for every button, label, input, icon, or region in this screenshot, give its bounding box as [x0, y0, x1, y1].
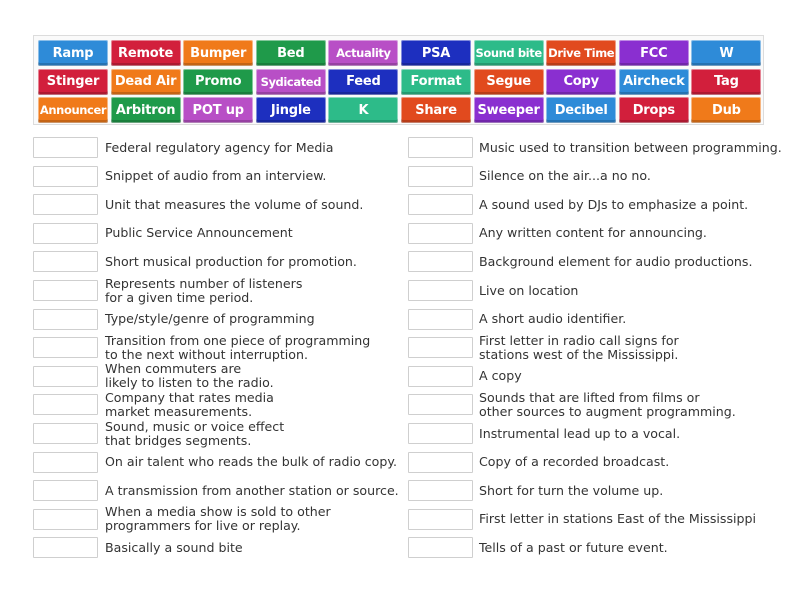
clue-text [479, 191, 748, 219]
clue-label: Represents number of listeners for a given time period. [105, 275, 303, 305]
clue-text [479, 248, 752, 276]
word-tile[interactable]: K [328, 97, 398, 123]
word-bank [33, 35, 764, 125]
answer-slot[interactable] [408, 194, 473, 215]
word-tile[interactable]: Share [401, 97, 471, 123]
answer-slot[interactable] [408, 223, 473, 244]
clue-label: Live on location [479, 282, 579, 298]
clue-text [479, 334, 679, 362]
clue-text [105, 477, 399, 505]
clue-text [479, 505, 756, 533]
answer-slot[interactable] [408, 394, 473, 415]
word-tile[interactable]: Bed [256, 40, 326, 66]
answer-slot[interactable] [33, 394, 98, 415]
word-tile[interactable]: Tag [691, 69, 761, 95]
word-tile[interactable]: Arbitron [111, 97, 181, 123]
clue-text [479, 391, 736, 419]
clue-text [105, 134, 334, 162]
answer-slot[interactable] [408, 480, 473, 501]
word-tile[interactable]: Remote [111, 40, 181, 66]
word-tile[interactable]: Actuality [328, 40, 398, 66]
clue-text [105, 162, 326, 190]
clue-label: On air talent who reads the bulk of radio copy. [105, 454, 397, 470]
clue-label: Silence on the air...a no no. [479, 168, 651, 184]
clue-label: Copy of a recorded broadcast. [479, 454, 670, 470]
word-tile[interactable]: Sydicated [256, 69, 326, 95]
clue-label: Public Service Announcement [105, 225, 293, 241]
clue-label: A transmission from another station or source. [105, 482, 399, 498]
clue-text [479, 305, 626, 333]
answer-slot[interactable] [33, 309, 98, 330]
clue-text [105, 505, 331, 533]
clue-text [479, 362, 522, 390]
word-tile[interactable]: Decibel [546, 97, 616, 123]
answer-slot[interactable] [33, 480, 98, 501]
word-tile[interactable]: Format [401, 69, 471, 95]
clue-label: Background element for audio productions. [479, 253, 753, 269]
clue-label: Short musical production for promotion. [105, 253, 357, 269]
clue-label: Sounds that are lifted from films or other sources to augment programming. [479, 389, 736, 419]
clue-label: A copy [479, 368, 522, 384]
word-tile[interactable]: W [691, 40, 761, 66]
answer-slot[interactable] [408, 537, 473, 558]
clue-text [105, 248, 357, 276]
clue-label: Any written content for announcing. [479, 225, 707, 241]
clue-label: First letter in radio call signs for stations west of the Mississippi. [479, 332, 679, 362]
word-tile[interactable]: Drops [619, 97, 689, 123]
clue-text [105, 334, 370, 362]
answer-slot[interactable] [33, 366, 98, 387]
answer-slot[interactable] [33, 137, 98, 158]
word-tile[interactable]: Copy [546, 69, 616, 95]
clue-label: Short for turn the volume up. [479, 482, 664, 498]
answer-slot[interactable] [408, 280, 473, 301]
clue-label: Company that rates media market measurements. [105, 389, 274, 419]
clue-label: When commuters are likely to listen to the radio. [105, 361, 274, 391]
answer-slot[interactable] [408, 166, 473, 187]
answer-slot[interactable] [408, 337, 473, 358]
clue-text [105, 305, 315, 333]
answer-slot[interactable] [408, 423, 473, 444]
clue-label: Transition from one piece of programming to the next without interruption. [105, 332, 371, 362]
clue-label: A short audio identifier. [479, 311, 627, 327]
clue-label: Unit that measures the volume of sound. [105, 196, 364, 212]
answer-slot[interactable] [33, 537, 98, 558]
answer-slot[interactable] [33, 223, 98, 244]
clue-label: Snippet of audio from an interview. [105, 168, 327, 184]
answer-slot[interactable] [33, 452, 98, 473]
word-tile[interactable]: Sound bite [474, 40, 544, 66]
clue-label: Music used to transition between programming. [479, 139, 782, 155]
word-tile[interactable]: Announcer [38, 97, 108, 123]
answer-slot[interactable] [33, 423, 98, 444]
answer-slot[interactable] [33, 251, 98, 272]
clue-text [479, 162, 651, 190]
word-tile[interactable]: POT up [183, 97, 253, 123]
clue-text [479, 277, 578, 305]
answer-slot[interactable] [33, 509, 98, 530]
word-tile[interactable]: Promo [183, 69, 253, 95]
clue-label: When a media show is sold to other programmers for live or replay. [105, 504, 331, 534]
clue-label: Tells of a past or future event. [479, 539, 668, 555]
clue-label: A sound used by DJs to emphasize a point. [479, 196, 749, 212]
word-tile[interactable]: Dead Air [111, 69, 181, 95]
word-tile[interactable]: Ramp [38, 40, 108, 66]
clue-text [105, 191, 363, 219]
clue-text [479, 420, 680, 448]
clue-text [479, 477, 663, 505]
clue-text [479, 448, 669, 476]
answer-slot[interactable] [408, 251, 473, 272]
clue-label: Federal regulatory agency for Media [105, 139, 334, 155]
word-tile[interactable]: Aircheck [619, 69, 689, 95]
answer-slot[interactable] [33, 280, 98, 301]
clue-text [105, 420, 284, 448]
clue-text [479, 534, 668, 562]
word-tile[interactable]: Segue [474, 69, 544, 95]
word-tile[interactable]: Feed [328, 69, 398, 95]
clue-label: Basically a sound bite [105, 539, 243, 555]
answer-slot[interactable] [33, 337, 98, 358]
answer-slot[interactable] [408, 509, 473, 530]
clue-text [105, 448, 397, 476]
word-tile[interactable]: FCC [619, 40, 689, 66]
clue-text [479, 219, 707, 247]
word-tile[interactable]: PSA [401, 40, 471, 66]
clue-text [479, 134, 782, 162]
clue-label: Sound, music or voice effect that bridges segments. [105, 418, 285, 448]
word-tile[interactable]: Stinger [38, 69, 108, 95]
clue-label: Instrumental lead up to a vocal. [479, 425, 681, 441]
answer-slot[interactable] [408, 366, 473, 387]
answer-slot[interactable] [33, 166, 98, 187]
clue-text [105, 534, 243, 562]
answer-slot[interactable] [408, 309, 473, 330]
word-tile[interactable]: Bumper [183, 40, 253, 66]
clue-text [105, 391, 274, 419]
clue-text [105, 277, 302, 305]
clue-label: First letter in stations East of the Mississippi [479, 511, 757, 527]
answer-slot[interactable] [33, 194, 98, 215]
clue-text [105, 219, 293, 247]
answer-slot[interactable] [408, 137, 473, 158]
answer-slot[interactable] [408, 452, 473, 473]
word-tile[interactable]: Dub [691, 97, 761, 123]
word-tile[interactable]: Sweeper [474, 97, 544, 123]
word-tile[interactable]: Jingle [256, 97, 326, 123]
clue-text [105, 362, 274, 390]
clue-label: Type/style/genre of programming [105, 311, 315, 327]
word-tile[interactable]: Drive Time [546, 40, 616, 66]
